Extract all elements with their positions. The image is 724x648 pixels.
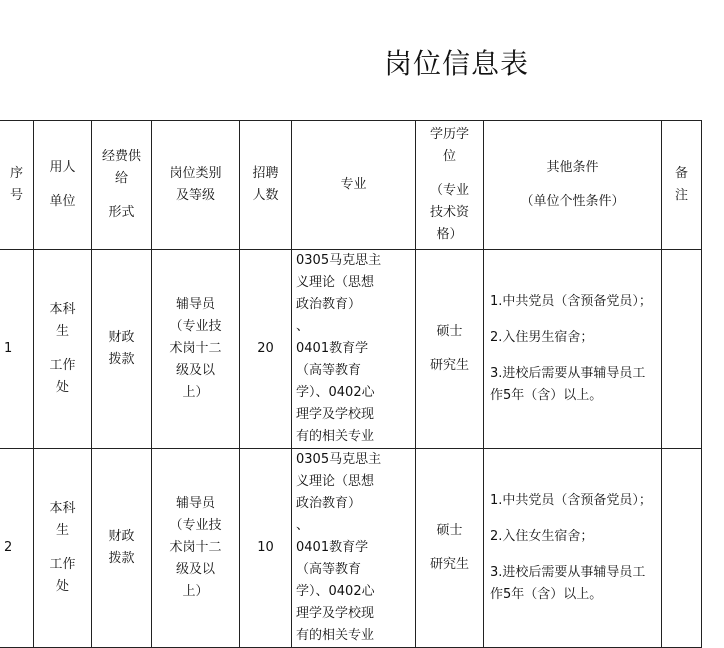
header-row <box>0 121 702 250</box>
row-other-conditions: 1.中共党员（含预备党员）； 2.入住男生宿舍； 3.进校后需要从事辅导员工作5年（含）以上。 <box>484 250 662 449</box>
header-recruit-num: 招聘 人数 <box>240 121 292 250</box>
row-education: 硕士 研究生 <box>416 449 484 648</box>
header-education: 学历学 位 （专业 技术资 格） <box>416 121 484 250</box>
row-education: 硕士 研究生 <box>416 250 484 449</box>
row-post-type: 辅导员 （专业技 术岗十二 级及以 上） <box>152 250 240 449</box>
row-remark <box>662 250 702 449</box>
row-index: 1 <box>0 250 34 449</box>
row-major: 0305马克思主 义理论（思想 政治教育） 、 0401教育学 （高等教育 学）、0402心 理学及学校现 有的相关专业 <box>292 449 416 648</box>
table-row <box>0 449 702 648</box>
header-funding: 经费供 给 形式 <box>92 121 152 250</box>
header-unit: 用人 单位 <box>34 121 92 250</box>
row-recruit-num: 20 <box>240 250 292 449</box>
header-index: 序 号 <box>0 121 34 250</box>
page-title: 岗位信息表 <box>384 47 530 80</box>
row-remark <box>662 449 702 648</box>
row-unit: 本科 生 工作 处 <box>34 250 92 449</box>
row-other-conditions: 1.中共党员（含预备党员）； 2.入住女生宿舍； 3.进校后需要从事辅导员工作5年（含）以上。 <box>484 449 662 648</box>
job-info-table <box>0 120 702 648</box>
row-index: 2 <box>0 449 34 648</box>
row-funding: 财政 拨款 <box>92 250 152 449</box>
row-recruit-num: 10 <box>240 449 292 648</box>
header-post-type: 岗位类别 及等级 <box>152 121 240 250</box>
header-major: 专业 <box>292 121 416 250</box>
row-unit: 本科 生 工作 处 <box>34 449 92 648</box>
row-funding: 财政 拨款 <box>92 449 152 648</box>
table-row <box>0 250 702 449</box>
header-remark: 备 注 <box>662 121 702 250</box>
row-major: 0305马克思主 义理论（思想 政治教育） 、 0401教育学 （高等教育 学）、0402心 理学及学校现 有的相关专业 <box>292 250 416 449</box>
row-post-type: 辅导员 （专业技 术岗十二 级及以 上） <box>152 449 240 648</box>
header-other: 其他条件 （单位个性条件） <box>484 121 662 250</box>
